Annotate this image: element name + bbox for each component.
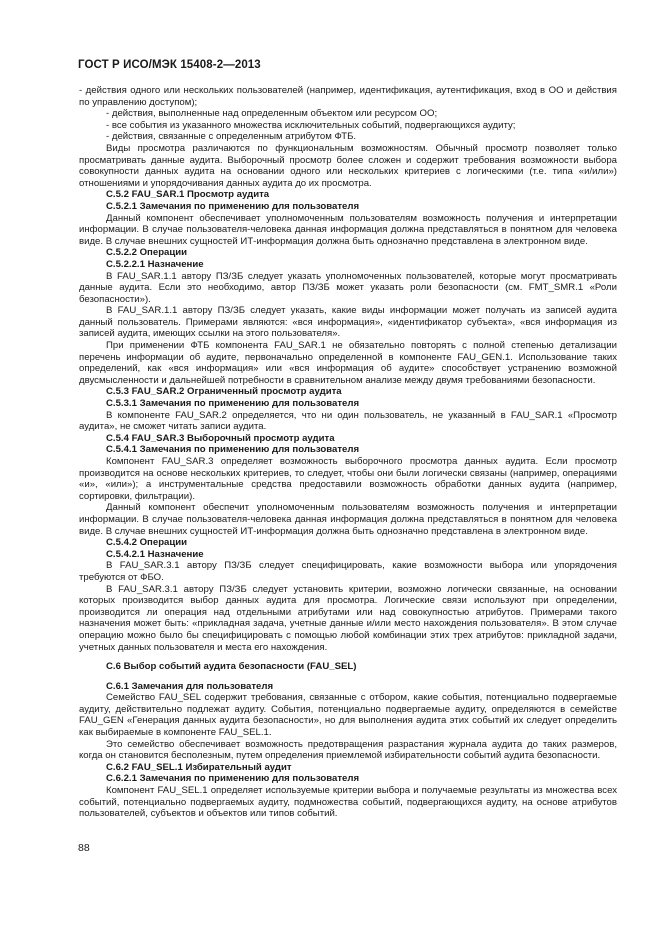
- section-heading: С.6 Выбор событий аудита безопасности (FAU_SEL): [106, 661, 357, 673]
- section-heading: С.6.1 Замечания для пользователя: [106, 680, 274, 692]
- paragraph: Данный компонент обеспечивает уполномоченным пользователям возможность получения и интерпретации информации. В случае пользователя-человека данная информация должна представляться в понятном для человека виде. В случае внешних сущностей ИТ-информация должна быть однозначно представлена в электронном виде.: [79, 212, 617, 247]
- section-heading: С.5.3.1 Замечания по применению для пользователя: [106, 398, 360, 410]
- list-item: - действия одного или нескольких пользователей (например, идентификация, аутентификация, вход в ОО и действия по управлению доступом);: [79, 85, 617, 108]
- document-body: [79, 85, 617, 820]
- paragraph: При применении ФТБ компонента FAU_SAR.1 не обязательно повторять с полной степенью детализации перечень информации об аудите, первоначально определенной в компоненте FAU_GEN.1. Использование таких определений, как «вся информация» или «вся информация об аудите» способствует устранению возможной двусмысленности и дальнейшей потребности в сравнительном анализе между двумя требованиями безопасности.: [79, 340, 617, 386]
- paragraph: Семейство FAU_SEL содержит требования, связанные с отбором, какие события, потенциально подвергаемые аудиту, действительно подлежат аудиту. События, потенциально подвергаемые аудиту, определяются в семействе FAU_GEN «Генерация данных аудита безопасности», но для выполнения аудита этих событий их следует определить как выбираемые в компоненте FAU_SEL.1.: [79, 692, 617, 739]
- section-heading: С.5.2.2.1 Назначение: [106, 258, 204, 270]
- paragraph: В FAU_SAR.3.1 автору ПЗ/ЗБ следует установить критерии, возможно логически связанные, на основании которых производится выбор данных аудита для просмотра. Логические связи используют при определении, производится ли операция над отдельными атрибутами или над совокупностью атрибутов. Примерами такого назначения может быть: «прикладная задача, учетные данные и/или место нахождения пользователя». В этом случае операцию можно было бы специфицировать с помощью любой комбинации этих трех атрибутов: прикладной задачи, учетных данных пользователя и места его нахождения.: [79, 583, 617, 653]
- paragraph: В FAU_SAR.1.1 автору ПЗ/ЗБ следует указать, какие виды информации может получать из записей аудита данный пользователь. Примерами являются: «вся информация», «идентификатор субъекта», «вся информация из записей аудита, имеющих ссылки на этого пользователя».: [79, 305, 617, 340]
- section-heading: С.6.2.1 Замечания по применению для пользователя: [106, 773, 360, 785]
- paragraph: Компонент FAU_SAR.3 определяет возможность выборочного просмотра данных аудита. Если просмотр производится на основе нескольких критериев, то следует, чтобы они были логически связаны (например, операциями «и», «или»); а инструментальные средства предоставили возможность обработки данных аудита (например, сортировки, фильтрации).: [79, 456, 617, 502]
- list-item: - все события из указанного множества исключительных событий, подвергающихся аудиту;: [106, 119, 516, 131]
- paragraph: Компонент FAU_SEL.1 определяет используемые критерии выбора и получаемые результаты из множества всех событий, потенциально подвергаемых аудиту, подмножества событий, подвергающихся аудиту, на основе атрибутов пользователей, субъектов и объектов или типов событий.: [79, 785, 617, 820]
- section-heading: С.5.4.1 Замечания по применению для пользователя: [106, 444, 360, 456]
- page-number: 88: [78, 842, 90, 854]
- section-heading: С.6.2 FAU_SEL.1 Избирательный аудит: [106, 761, 292, 773]
- section-heading: С.5.4 FAU_SAR.3 Выборочный просмотр аудита: [106, 432, 335, 444]
- list-item: - действия, связанные с определенным атрибутом ФТБ.: [106, 131, 357, 143]
- paragraph: Данный компонент обеспечит уполномоченным пользователям возможность получения и интерпретации информации. В случае пользователя-человека данная информация должна представляться в понятном для человека виде. В случае внешних сущностей ИТ-информация должна быть однозначно представлена в электронном виде.: [79, 502, 617, 537]
- list-item: - действия, выполненные над определенным объектом или ресурсом ОО;: [106, 108, 438, 120]
- paragraph: Виды просмотра различаются по функциональным возможностям. Обычный просмотр позволяет только просматривать данные аудита. Выборочный просмотр более сложен и содержит требования возможности выбора совокупности данных аудита на основании одного или нескольких критериев с логическими (т.е. типа «и/или») отношениями и упорядочивания данных аудита до их просмотра.: [79, 142, 617, 189]
- section-heading: С.5.3 FAU_SAR.2 Ограниченный просмотр аудита: [106, 386, 342, 398]
- section-heading: С.5.2 FAU_SAR.1 Просмотр аудита: [106, 189, 270, 201]
- section-heading: С.5.4.2 Операции: [106, 537, 188, 549]
- paragraph: В компоненте FAU_SAR.2 определяется, что ни один пользователь, не указанный в FAU_SAR.1 «Просмотр аудита», не сможет читать записи аудита.: [79, 409, 617, 433]
- paragraph: Это семейство обеспечивает возможность предотвращения разрастания журнала аудита до таких размеров, когда он становится бесполезным, путем определения приемлемой избирательности событий аудита безопасности.: [79, 738, 617, 762]
- document-header: ГОСТ Р ИСО/МЭК 15408-2—2013: [78, 59, 261, 71]
- paragraph: В FAU_SAR.1.1 автору ПЗ/ЗБ следует указать уполномоченных пользователей, которые могут просматривать данные аудита. Если это необходимо, автор ПЗ/ЗБ может указать роли безопасности (см. FMT_SMR.1 «Роли безопасности»).: [79, 270, 617, 305]
- paragraph: В FAU_SAR.3.1 автору ПЗ/ЗБ следует специфицировать, какие возможности выбора или упорядочения требуются от ФБО.: [79, 560, 617, 583]
- section-heading: С.5.4.2.1 Назначение: [106, 548, 204, 560]
- section-heading: С.5.2.2 Операции: [106, 247, 188, 259]
- section-heading: С.5.2.1 Замечания по применению для пользователя: [106, 200, 360, 212]
